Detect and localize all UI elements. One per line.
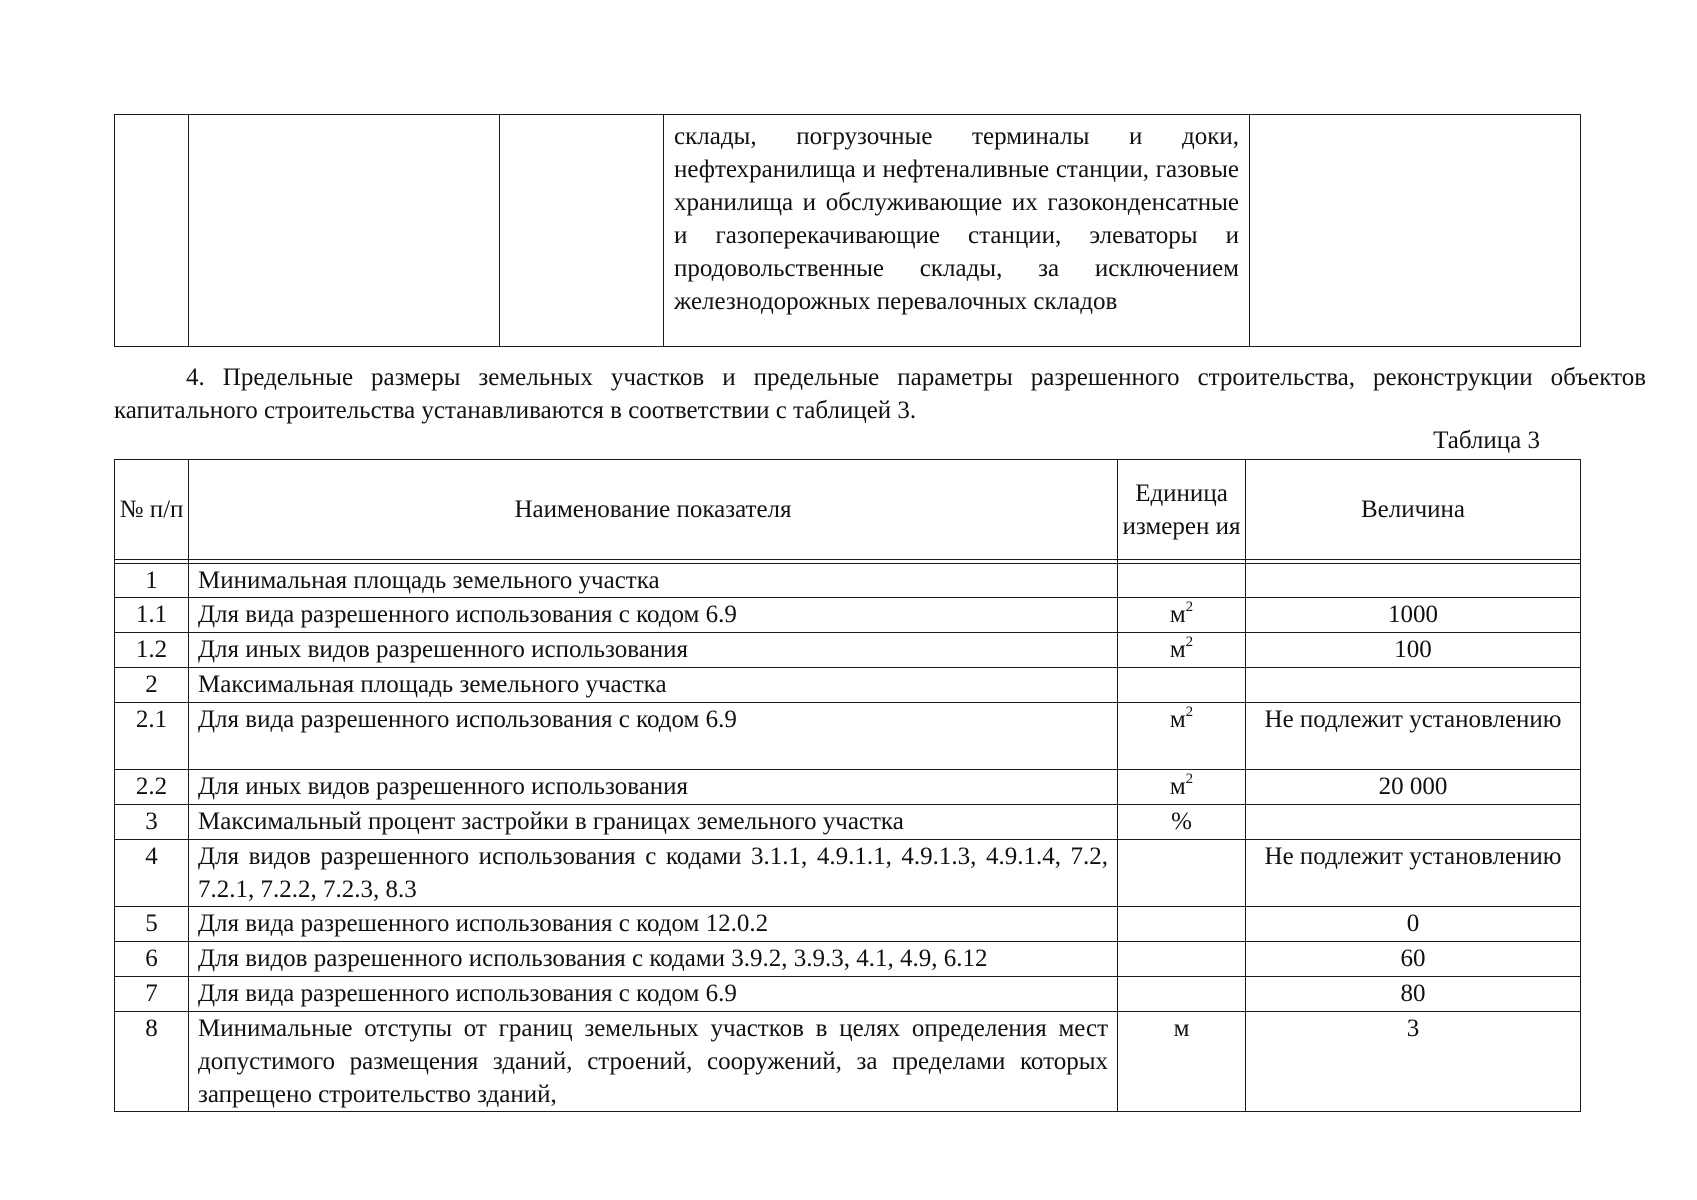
row-name-cell: Минимальные отступы от границ земельных участков в целях определения мест допустимого размещения зданий, строений, сооружений, за пределами которых запрещено строительство зданий, — [189, 1012, 1118, 1112]
row-num-cell: 1.2 — [115, 633, 189, 668]
header-num: № п/п — [115, 460, 189, 560]
header-name: Наименование показателя — [189, 460, 1118, 560]
table-row — [115, 598, 1581, 633]
table-row — [115, 668, 1581, 703]
row-num-cell: 5 — [115, 907, 189, 942]
parameters-table — [114, 459, 1581, 1112]
row-name-cell: Максимальный процент застройки в границах земельного участка — [189, 805, 1118, 840]
row-name-cell: Для вида разрешенного использования с кодом 6.9 — [189, 977, 1118, 1012]
row-value-cell: 60 — [1246, 942, 1581, 977]
unit-superscript: 2 — [1185, 703, 1194, 720]
row-name-cell: Минимальная площадь земельного участка — [189, 564, 1118, 598]
row-name-cell: Для вида разрешенного использования с кодом 6.9 — [189, 703, 1118, 770]
row-unit-cell — [1118, 770, 1246, 805]
row-num-cell: 1.1 — [115, 598, 189, 633]
table-row — [115, 977, 1581, 1012]
row-name-cell: Для иных видов разрешенного использования — [189, 633, 1118, 668]
table-row — [115, 942, 1581, 977]
unit-superscript: 2 — [1185, 770, 1194, 787]
table-cell — [1250, 115, 1581, 347]
table-header-row — [115, 460, 1581, 560]
row-num-cell: 8 — [115, 1012, 189, 1112]
row-num-cell: 2 — [115, 668, 189, 703]
row-value-cell: 20 000 — [1246, 770, 1581, 805]
row-value-cell: 0 — [1246, 907, 1581, 942]
table-cell — [189, 115, 500, 347]
row-value-cell: 1000 — [1246, 598, 1581, 633]
unit-superscript: 2 — [1185, 598, 1194, 615]
table-cell — [115, 115, 189, 347]
unit-text: м — [1169, 706, 1186, 733]
row-name-cell: Для вида разрешенного использования с кодом 12.0.2 — [189, 907, 1118, 942]
row-num-cell: 6 — [115, 942, 189, 977]
row-unit-cell — [1118, 907, 1246, 942]
row-unit-cell — [1118, 668, 1246, 703]
row-value-cell: 80 — [1246, 977, 1581, 1012]
table-row — [115, 907, 1581, 942]
row-unit-cell — [1118, 633, 1246, 668]
row-unit-cell — [1118, 805, 1246, 840]
paragraph-4: 4. Предельные размеры земельных участков и предельные параметры разрешенного строительства, реконструкции объектов капитального строительства устанавливаются в соответствии с таблицей 3. — [114, 364, 1646, 424]
row-unit-cell — [1118, 942, 1246, 977]
row-unit-cell — [1118, 564, 1246, 598]
unit-text: м — [1169, 601, 1186, 628]
row-value-cell — [1246, 564, 1581, 598]
row-name-cell: Максимальная площадь земельного участка — [189, 668, 1118, 703]
row-value-cell: 100 — [1246, 633, 1581, 668]
row-name-cell: Для видов разрешенного использования с кодами 3.9.2, 3.9.3, 4.1, 4.9, 6.12 — [189, 942, 1118, 977]
row-name-cell: Для иных видов разрешенного использования — [189, 770, 1118, 805]
row-name-cell: Для видов разрешенного использования с кодами 3.1.1, 4.9.1.1, 4.9.1.3, 4.9.1.4, 7.2, 7.2.1, 7.2.2, 7.2.3, 8.3 — [189, 840, 1118, 907]
header-unit: Единица измерен ия — [1118, 460, 1246, 560]
row-unit-cell — [1118, 840, 1246, 907]
row-num-cell: 2.2 — [115, 770, 189, 805]
unit-text: м — [1173, 1015, 1190, 1042]
row-unit-cell — [1118, 598, 1246, 633]
row-value-cell: Не подлежит установлению — [1246, 840, 1581, 907]
unit-superscript: 2 — [1185, 633, 1194, 650]
row-num-cell: 4 — [115, 840, 189, 907]
table-row — [115, 1012, 1581, 1112]
row-name-cell: Для вида разрешенного использования с кодом 6.9 — [189, 598, 1118, 633]
table-row — [115, 115, 1581, 347]
row-value-cell — [1246, 805, 1581, 840]
row-unit-cell — [1118, 703, 1246, 770]
row-num-cell: 7 — [115, 977, 189, 1012]
row-num-cell: 1 — [115, 564, 189, 598]
table-row — [115, 703, 1581, 770]
unit-text: м — [1169, 636, 1186, 663]
row-num-cell: 2.1 — [115, 703, 189, 770]
row-unit-cell — [1118, 1012, 1246, 1112]
row-value-cell: Не подлежит установлению — [1246, 703, 1581, 770]
row-value-cell: 3 — [1246, 1012, 1581, 1112]
unit-text: м — [1169, 773, 1186, 800]
table-row — [115, 840, 1581, 907]
header-value: Величина — [1246, 460, 1581, 560]
table-row — [115, 805, 1581, 840]
row-unit-cell — [1118, 977, 1246, 1012]
continuation-table — [114, 114, 1581, 347]
row-value-cell — [1246, 668, 1581, 703]
table-row — [115, 564, 1581, 598]
table-cell — [500, 115, 664, 347]
table-row — [115, 633, 1581, 668]
uses-description-cell: склады, погрузочные терминалы и доки, нефтехранилища и нефтеналивные станции, газовые хранилища и обслуживающие их газоконденсатные и газоперекачивающие станции, элеваторы и продовольственные склады, за исключением железнодорожных перевалочных складов — [664, 115, 1250, 347]
table-row — [115, 770, 1581, 805]
row-num-cell: 3 — [115, 805, 189, 840]
unit-text: % — [1171, 808, 1192, 835]
table-caption: Таблица 3 — [1433, 427, 1540, 454]
